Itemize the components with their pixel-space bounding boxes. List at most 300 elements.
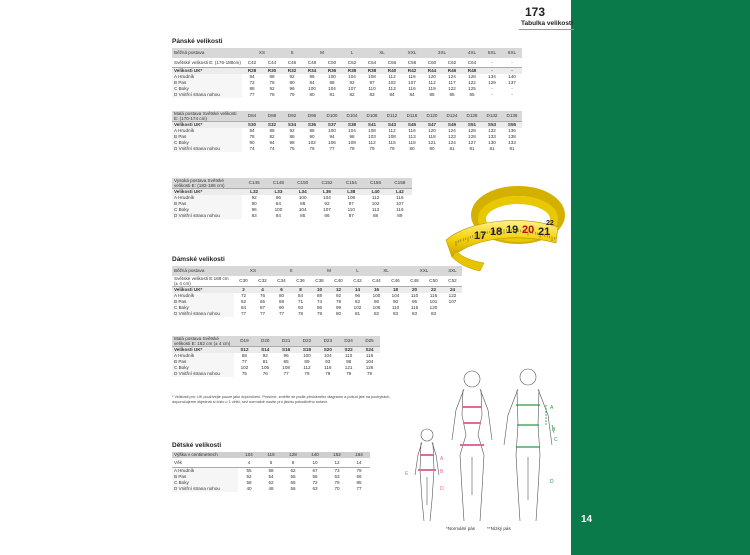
table-cell: 62	[290, 468, 296, 474]
table-cell: 77	[259, 311, 266, 317]
table-cell: D92	[282, 111, 302, 122]
table-cell: 24	[443, 287, 462, 294]
table-cell: 112	[368, 140, 376, 146]
man-figure	[504, 369, 552, 521]
table-cell: 104	[323, 353, 332, 359]
table-cell: 76	[259, 293, 266, 299]
table-cell: 80	[251, 201, 257, 207]
table-cell: -	[511, 92, 513, 98]
table-cell: -	[482, 68, 502, 75]
table-cell: D100	[322, 111, 342, 122]
table-cell: S	[282, 48, 302, 58]
label-b: B	[552, 427, 556, 433]
pink-measure-bands	[418, 407, 484, 470]
table-cell: 81	[469, 146, 475, 152]
tape-number: 20	[522, 224, 535, 236]
table-cell: -	[502, 68, 522, 75]
table-cell: 104	[298, 207, 307, 213]
table-cell: 82	[269, 134, 275, 140]
table-cell: 125	[468, 86, 476, 92]
table-cell: 152	[326, 452, 348, 458]
table-cell: 72	[240, 293, 247, 299]
table-cell: 14	[348, 287, 367, 294]
kids-section-title: Dětské velikosti	[172, 442, 222, 449]
table-cell: D19	[234, 336, 255, 347]
table-cell: -	[502, 58, 522, 68]
table-cell: 92	[289, 128, 295, 134]
table-row	[172, 311, 462, 317]
table-cell: 79	[325, 371, 331, 377]
table-cell: 77	[329, 146, 335, 152]
table-cell: -	[491, 86, 493, 92]
table-cell: R30	[262, 68, 282, 75]
table-cell: 140	[304, 452, 326, 458]
table-cell: 92	[349, 80, 355, 86]
table-row	[172, 452, 370, 458]
table-cell: B Pas	[172, 359, 234, 365]
table-cell: 76	[262, 371, 268, 377]
table-cell: 79	[334, 480, 340, 486]
table-cell: 85	[283, 359, 289, 365]
table-cell: 8	[282, 458, 304, 468]
table-cell: -	[511, 86, 513, 92]
table-cell: 88	[329, 80, 335, 86]
table-cell: 40	[246, 486, 252, 492]
table-cell: 85	[449, 92, 455, 98]
table-cell: L36	[315, 189, 339, 196]
table-cell: 86	[324, 213, 330, 219]
table-cell: C50	[322, 58, 342, 68]
table-cell: C42	[242, 58, 262, 68]
table-cell: C Boky	[172, 207, 242, 213]
table-cell: 136	[508, 128, 516, 134]
table-cell: A Hrudník	[172, 195, 242, 201]
label-a: A	[550, 405, 554, 411]
table-cell: 56	[312, 474, 318, 480]
table-cell: 56	[290, 486, 296, 492]
tape-number: 22	[546, 220, 554, 227]
table-cell: C48	[302, 58, 322, 68]
table-cell: 128	[468, 128, 476, 134]
table-cell: 115	[410, 305, 419, 311]
table-cell: 83	[430, 311, 437, 317]
label-d: D	[440, 486, 444, 492]
table-cell: 67	[312, 468, 318, 474]
table-cell: D104	[342, 111, 362, 122]
table-cell: A Hrudník	[172, 353, 234, 359]
table-cell: C Boky	[172, 305, 234, 311]
table-cell: 73	[334, 468, 340, 474]
table-cell: 89	[304, 359, 310, 365]
table-cell: 10	[310, 287, 329, 294]
table-cell: 22	[424, 287, 443, 294]
table-cell: 110	[410, 293, 419, 299]
table-cell: D96	[302, 111, 322, 122]
table-cell: 48	[268, 486, 274, 492]
table-cell: 84	[275, 201, 281, 207]
table-cell: 84	[389, 92, 395, 98]
table-cell: D132	[482, 111, 502, 122]
table-cell: S22	[338, 347, 359, 354]
table-cell: 2	[234, 287, 253, 294]
table-cell: 96	[275, 195, 281, 201]
table-cell: 84	[409, 92, 415, 98]
table-cell: 112	[388, 74, 396, 80]
men-tall-table	[172, 178, 412, 219]
table-cell: C64	[462, 58, 482, 68]
table-cell: 97	[369, 80, 375, 86]
table-cell: 84	[275, 213, 281, 219]
table-cell: 77	[240, 311, 247, 317]
table-cell: 83	[369, 92, 375, 98]
table-cell: C46	[386, 276, 405, 287]
table-cell: 77	[356, 486, 362, 492]
table-cell: 80	[429, 146, 435, 152]
table-cell: 8	[291, 287, 310, 294]
legend-normal-waist: *Normální pás	[446, 526, 476, 531]
table-cell: L34	[291, 189, 315, 196]
table-cell: D116	[402, 111, 422, 122]
table-cell: 81	[354, 311, 361, 317]
table-row	[172, 48, 522, 58]
table-cell: 82	[354, 299, 361, 305]
table-cell: 85	[469, 92, 475, 98]
table-cell: 113	[371, 207, 380, 213]
table-cell: 107	[396, 201, 404, 207]
table-cell: 108	[282, 365, 290, 371]
table-cell: 96	[316, 305, 323, 311]
table-cell: 86	[373, 299, 380, 305]
table-cell: 130	[488, 140, 496, 146]
table-cell: 122	[448, 86, 456, 92]
table-cell: 78	[269, 92, 275, 98]
table-cell: Malá postava Světské velikosti E: 162 cm (± 4 cm)	[172, 336, 234, 347]
table-cell: 68	[278, 299, 285, 305]
sizing-footnote: * Velikosti pro: UK používejte pouze jako doporučení. Prosíme, změřte se podle příslušného diagramu a pokud jste na pochybách, doporučujeme objednat si číslo o 1 větší, než normálně nosíte pro jistotu pohodlného nošení.	[172, 395, 391, 404]
label-c: C	[554, 437, 558, 443]
table-cell: 96	[354, 293, 361, 299]
table-cell: 84	[240, 305, 247, 311]
table-row	[172, 58, 522, 68]
table-cell: 54	[268, 474, 274, 480]
table-cell: 120	[429, 305, 438, 311]
table-cell: C158	[388, 178, 412, 189]
table-cell: C52	[443, 276, 462, 287]
table-cell: 87	[259, 305, 266, 311]
table-cell: 92	[251, 195, 257, 201]
table-cell: 124	[448, 140, 456, 146]
table-cell: 94	[329, 134, 335, 140]
table-cell: 107	[448, 299, 457, 305]
table-cell: 85	[429, 92, 435, 98]
table-cell: 77	[249, 92, 255, 98]
table-cell: 116	[408, 74, 416, 80]
table-cell: R48	[462, 68, 482, 75]
table-cell: 10	[304, 458, 326, 468]
table-cell: C Boky	[172, 365, 234, 371]
table-cell: L42	[388, 189, 412, 196]
table-cell: 98	[346, 359, 352, 365]
table-cell: 81	[262, 359, 268, 365]
table-cell: S47	[422, 122, 442, 129]
table-cell: 102	[308, 140, 316, 146]
table-cell: C58	[402, 58, 422, 68]
table-cell: 52	[246, 474, 252, 480]
table-cell: 96	[283, 353, 289, 359]
table-cell: 79	[369, 146, 375, 152]
table-row	[172, 266, 462, 276]
table-cell: 118	[428, 134, 436, 140]
men-section-title: Pánské velikosti	[172, 38, 223, 45]
table-cell: Běžná postava	[172, 48, 242, 58]
table-cell: 72	[312, 480, 318, 486]
table-cell: 6	[272, 287, 291, 294]
tape-number: 19	[506, 224, 519, 236]
table-cell: 121	[428, 140, 436, 146]
men-short-table	[172, 111, 522, 152]
table-cell: 137	[508, 80, 516, 86]
table-cell: 66	[290, 480, 296, 486]
table-cell: S55	[502, 122, 522, 129]
table-cell: 123	[448, 134, 456, 140]
table-cell: C34	[272, 276, 291, 287]
table-cell: 100	[303, 353, 311, 359]
table-cell: 83	[411, 311, 418, 317]
table-cell: 107	[323, 207, 331, 213]
table-cell: 80	[278, 293, 285, 299]
table-cell: B Pas	[172, 299, 234, 305]
table-cell: D108	[362, 111, 382, 122]
table-cell: 104	[348, 128, 356, 134]
table-cell: 18	[386, 287, 405, 294]
table-cell: 90	[249, 140, 255, 146]
table-cell: C60	[422, 58, 442, 68]
table-cell: D112	[382, 111, 402, 122]
table-cell: C156	[363, 178, 387, 189]
tape-number: 18	[490, 226, 503, 238]
table-row	[172, 146, 522, 152]
label-e: E	[405, 471, 409, 477]
table-cell: C42	[348, 276, 367, 287]
table-cell: R38	[362, 68, 382, 75]
table-cell: 55	[290, 474, 296, 480]
table-cell: 104	[365, 359, 374, 365]
table-cell: 104	[391, 293, 400, 299]
table-cell: C Boky	[172, 140, 242, 146]
table-cell: 100	[308, 86, 316, 92]
table-cell: 103	[368, 134, 376, 140]
table-cell: 110	[347, 207, 355, 213]
table-cell: 6	[260, 458, 282, 468]
table-cell: 79	[316, 311, 323, 317]
table-cell: C36	[291, 276, 310, 287]
men-regular-table	[172, 48, 522, 98]
table-cell: S18	[297, 347, 318, 354]
table-row	[172, 336, 380, 347]
table-row	[172, 92, 522, 98]
table-cell: 124	[448, 74, 456, 80]
table-cell: 92	[324, 201, 330, 207]
table-cell: S53	[482, 122, 502, 129]
table-cell: 133	[488, 134, 496, 140]
table-cell: 80	[289, 80, 295, 86]
table-cell: 99	[335, 305, 342, 311]
table-cell: 71	[297, 299, 304, 305]
table-cell: 106	[328, 140, 336, 146]
table-cell: 92	[289, 74, 295, 80]
table-cell: 116	[429, 293, 438, 299]
table-cell: S49	[442, 122, 462, 129]
table-cell: Věk	[172, 458, 238, 468]
table-cell: R36	[322, 68, 342, 75]
table-cell: A Hrudník	[172, 128, 242, 134]
table-cell: XL	[362, 48, 402, 58]
table-cell: 63	[312, 486, 318, 492]
tape-tail	[452, 251, 484, 271]
table-row	[172, 213, 412, 219]
table-cell: D22	[297, 336, 318, 347]
table-cell: S51	[462, 122, 482, 129]
table-cell: S14	[255, 347, 276, 354]
child-figure	[415, 429, 439, 521]
table-cell: 108	[347, 195, 356, 201]
table-cell: 133	[508, 140, 516, 146]
table-row	[172, 178, 412, 189]
table-cell: L	[348, 266, 367, 276]
table-cell: 74	[269, 146, 275, 152]
table-cell: Velikosti UK*	[172, 189, 242, 196]
table-cell: 80	[309, 92, 315, 98]
table-cell: Velikosti UK*	[172, 347, 234, 354]
table-cell: 4XL	[462, 48, 482, 58]
table-cell: 55	[246, 468, 252, 474]
table-cell: L33	[266, 189, 290, 196]
table-cell: 90	[392, 299, 399, 305]
table-cell: Vysoká postava Světské velikosti E: (182-186 cm)	[172, 178, 242, 189]
table-cell: 58	[268, 468, 274, 474]
women-regular-table	[172, 266, 462, 317]
page-title: Tabulka velikostí	[521, 20, 573, 27]
table-cell: 102	[353, 305, 362, 311]
table-cell: 88	[249, 86, 255, 92]
table-cell: 104	[323, 195, 331, 201]
table-cell: 78	[304, 371, 310, 377]
table-cell: 14	[348, 458, 370, 468]
table-cell: 79	[389, 146, 395, 152]
table-cell: C52	[342, 58, 362, 68]
table-cell: 87	[348, 213, 354, 219]
table-cell: 108	[368, 74, 376, 80]
table-cell: L	[342, 48, 362, 58]
table-cell: S24	[359, 347, 380, 354]
table-cell: 129	[488, 80, 496, 86]
table-cell: 100	[328, 74, 336, 80]
table-cell	[443, 311, 462, 317]
table-cell: 82	[373, 311, 380, 317]
table-cell: 88	[300, 201, 306, 207]
table-cell: 118	[408, 140, 416, 146]
table-cell: 122	[468, 80, 476, 86]
table-cell: -	[491, 92, 493, 98]
table-cell: R38	[342, 68, 362, 75]
table-cell: B Pas	[172, 201, 242, 207]
women-section-title: Dámské velikosti	[172, 256, 225, 263]
table-cell: Světské velikosti E: (176-188cm)	[172, 58, 242, 68]
table-cell: 5XL	[482, 48, 502, 58]
table-cell: 110	[368, 86, 376, 92]
table-cell: C Boky	[172, 86, 242, 92]
table-cell: 88	[269, 74, 275, 80]
table-cell: 84	[297, 293, 304, 299]
table-cell: 104	[328, 86, 336, 92]
table-cell: C48	[405, 276, 424, 287]
table-cell: 4	[238, 458, 260, 468]
table-cell: 92	[335, 293, 342, 299]
table-cell: D25	[359, 336, 380, 347]
table-cell: C44	[262, 58, 282, 68]
table-cell: 116	[408, 86, 416, 92]
table-cell: S38	[342, 122, 362, 129]
table-cell: 62	[268, 480, 274, 486]
table-cell: XXL	[405, 266, 443, 276]
table-cell: 98	[349, 134, 355, 140]
table-cell: 79	[366, 371, 373, 377]
table-cell: 88	[269, 128, 275, 134]
table-cell: C40	[329, 276, 348, 287]
table-cell: 77	[283, 371, 289, 377]
table-cell: 93	[297, 305, 304, 311]
table-cell: 128	[282, 452, 304, 458]
table-cell: C Boky	[172, 480, 238, 486]
table-cell: 83	[392, 311, 399, 317]
table-cell: 88	[241, 353, 247, 359]
table-cell: 82	[349, 92, 355, 98]
table-cell: L32	[242, 189, 266, 196]
table-cell: 79	[289, 92, 295, 98]
table-cell: 110	[344, 353, 353, 359]
table-cell: 104	[238, 452, 260, 458]
table-row	[172, 111, 522, 122]
table-cell: S37	[322, 122, 342, 129]
table-cell: 120	[428, 128, 436, 134]
table-cell: S32	[262, 122, 282, 129]
table-cell: 102	[388, 80, 396, 86]
table-cell: R32	[282, 68, 302, 75]
table-cell: 104	[348, 74, 356, 80]
table-cell: 112	[371, 195, 380, 201]
table-cell: 79	[356, 468, 362, 474]
table-cell: Běžná postava	[172, 266, 234, 276]
table-cell: 117	[448, 80, 456, 86]
table-cell: 98	[289, 140, 295, 146]
table-cell: 76	[269, 80, 275, 86]
table-cell: 116	[396, 195, 404, 201]
table-cell: 58	[246, 480, 252, 486]
table-cell: 3XL	[443, 266, 462, 276]
table-cell: 110	[391, 305, 400, 311]
table-cell: 3XL	[422, 48, 462, 58]
table-cell: 92	[262, 353, 268, 359]
table-cell: D23	[317, 336, 338, 347]
table-cell: 113	[408, 134, 416, 140]
table-cell: 90	[309, 134, 315, 140]
table-cell: D Vnitřní strana nohou	[172, 371, 234, 377]
table-cell: 116	[365, 353, 374, 359]
table-cell: 124	[448, 128, 456, 134]
table-cell: C44	[367, 276, 386, 287]
table-cell: S45	[402, 122, 422, 129]
table-cell: 108	[388, 134, 396, 140]
